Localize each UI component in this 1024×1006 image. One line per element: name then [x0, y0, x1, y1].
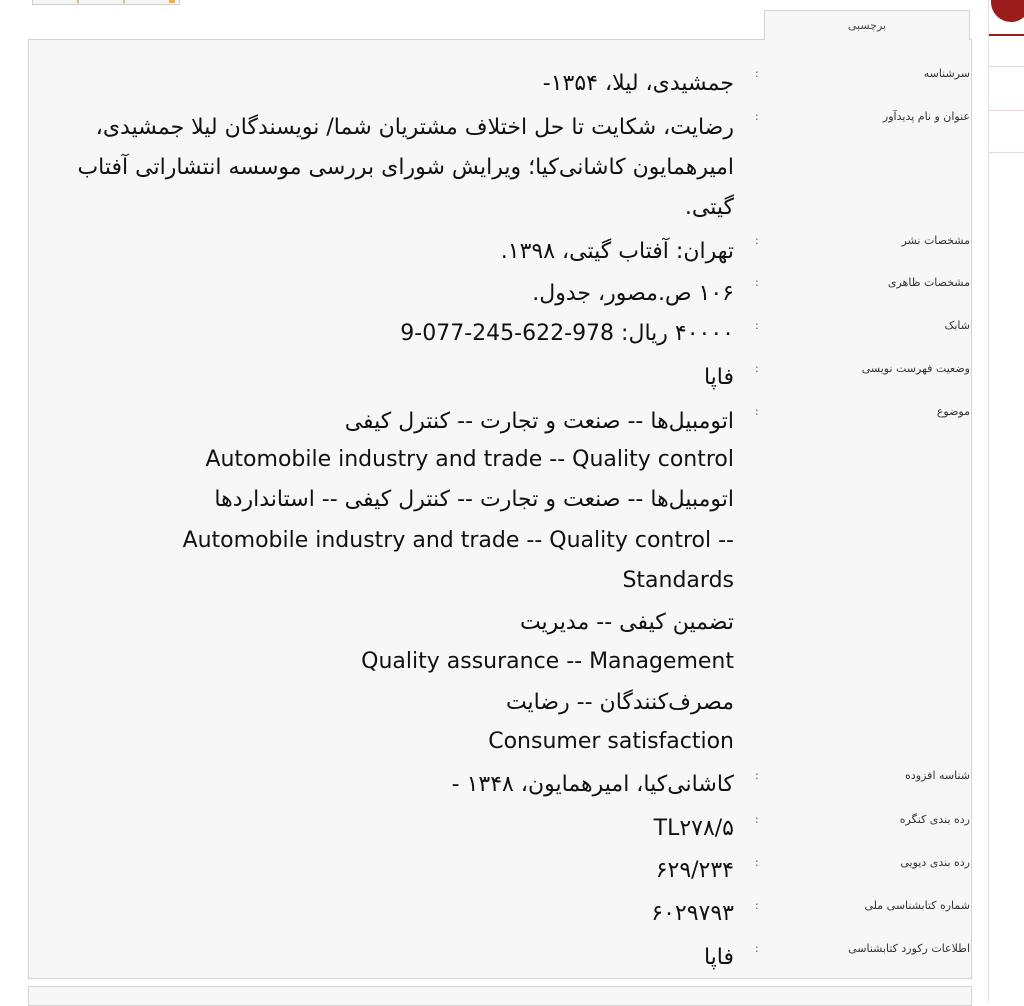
label-title: عنوان و نام پدیدآور — [882, 110, 970, 123]
label-dewey-class: رده بندی دیویی — [900, 856, 970, 869]
label-main-entry: سرشناسه — [923, 67, 970, 80]
subject-item[interactable]: Consumer satisfaction — [488, 729, 734, 754]
colon: : — [755, 405, 759, 418]
toolbar-button-3[interactable] — [124, 0, 180, 5]
subject-item[interactable]: اتومبیل‌ها -- صنعت و تجارت -- کنترل کیفی — [344, 409, 734, 434]
label-physical: مشخصات ظاهری — [887, 276, 970, 289]
value-lc-class: TL۲۷۸/۵ — [653, 816, 734, 841]
value-isbn: ۴۰۰۰۰ ریال: 978-622-245-077-9 — [400, 321, 734, 346]
value-record-info: فاپا — [703, 945, 734, 970]
label-publication: مشخصات نشر — [901, 234, 970, 247]
subject-item[interactable]: Automobile industry and trade -- Quality control -- — [182, 528, 734, 553]
label-catalog-status: وضعیت فهرست نویسی — [861, 362, 970, 375]
side-divider — [989, 152, 1024, 153]
label-record-info: اطلاعات رکورد کتابشناسی — [848, 942, 970, 955]
value-added-entry[interactable]: کاشانی‌کیا، امیرهمایون، ۱۳۴۸ - — [451, 772, 734, 797]
subject-item[interactable]: تضمین کیفی -- مدیریت — [519, 610, 734, 635]
value-national-no: ۶۰۲۹۷۹۳ — [651, 901, 734, 926]
label-isbn: شابک — [944, 319, 970, 332]
colon: : — [755, 899, 759, 912]
subject-item[interactable]: Standards — [622, 568, 734, 593]
colon: : — [755, 234, 759, 247]
value-physical: ۱۰۶ ص.مصور، جدول. — [532, 281, 734, 306]
colon: : — [755, 67, 759, 80]
side-divider — [989, 66, 1024, 67]
value-publication: تهران: آفتاب گیتی، ۱۳۹۸. — [500, 239, 734, 264]
value-main-entry: جمشیدی، لیلا، ۱۳۵۴- — [542, 71, 734, 96]
label-added-entry: شناسه افزوده — [905, 769, 970, 782]
colon: : — [755, 856, 759, 869]
label-subject: موضوع — [936, 405, 970, 418]
colon: : — [755, 319, 759, 332]
subject-item[interactable]: مصرف‌کنندگان -- رضایت — [505, 690, 734, 715]
colon: : — [755, 769, 759, 782]
colon: : — [755, 813, 759, 826]
label-national-no: شماره کتابشناسی ملی — [864, 899, 970, 912]
tab-label[interactable]: برچسبی — [764, 10, 970, 40]
colon: : — [755, 362, 759, 375]
next-panel — [28, 986, 972, 1006]
label-lc-class: رده بندی کنگره — [899, 813, 970, 826]
value-title: رضایت، شکایت تا حل اختلاف مشتریان شما/ نویسندگان لیلا جمشیدی، امیرهمایون کاشانی‌کیا؛ ویرایش شورای بررسی موسسه انتشاراتی آفتاب گیتی. — [77, 115, 734, 220]
side-panel — [988, 0, 1024, 1002]
value-catalog-status: فاپا — [703, 365, 734, 390]
subject-item[interactable]: Automobile industry and trade -- Quality control — [205, 447, 734, 472]
value-dewey-class: ۶۲۹/۲۳۴ — [655, 858, 734, 883]
colon: : — [755, 276, 759, 289]
colon: : — [755, 110, 759, 123]
side-divider — [989, 110, 1024, 111]
side-accent — [989, 0, 1024, 36]
subject-item[interactable]: Quality assurance -- Management — [361, 649, 734, 674]
subject-item[interactable]: اتومبیل‌ها -- صنعت و تجارت -- کنترل کیفی -- استانداردها — [214, 487, 734, 512]
colon: : — [755, 942, 759, 955]
